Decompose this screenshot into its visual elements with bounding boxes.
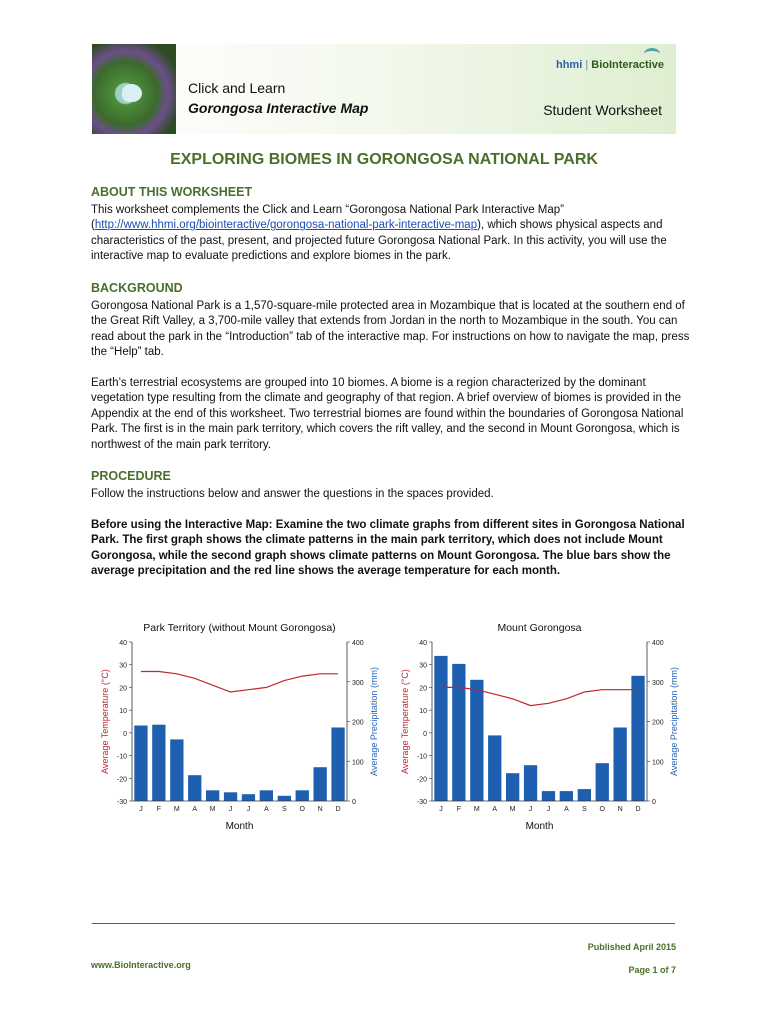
precip-bar — [596, 763, 609, 801]
chart-title: Park Territory (without Mount Gorongosa) — [143, 622, 336, 634]
precip-bar — [188, 775, 201, 801]
left-tick-label: -20 — [116, 776, 127, 784]
procedure-paragraph-2: Before using the Interactive Map: Examine the two climate graphs from different sites in Gorongosa National Park. The first graph shows the climate patterns in the main park territory, which does not include Mount Gorongosa, while the second graph shows climate patterns on Mount Gorongosa. The blue bars show the average precipitation and the red line shows the average temperature for each month. — [91, 519, 685, 578]
month-label: A — [264, 806, 269, 813]
month-label: J — [528, 806, 533, 813]
month-label: A — [192, 806, 198, 813]
month-label: M — [509, 806, 516, 813]
left-tick-label: 20 — [419, 685, 427, 693]
precip-bar — [578, 789, 591, 801]
left-tick-label: 40 — [119, 640, 127, 647]
about-heading: ABOUT THIS WORKSHEET — [91, 185, 253, 199]
month-label: D — [635, 806, 641, 813]
precip-bar — [314, 767, 327, 801]
x-axis-title: Month — [525, 821, 554, 832]
month-label: M — [173, 806, 180, 813]
chart-mount-gorongosa — [392, 614, 679, 834]
precip-bar — [488, 735, 501, 801]
precip-bar — [152, 725, 165, 801]
precip-bar — [170, 739, 183, 801]
left-tick-label: -20 — [416, 776, 427, 784]
month-label: A — [564, 806, 569, 813]
precip-bar — [506, 773, 519, 801]
procedure-paragraph-1: Follow the instructions below and answer the questions in the spaces provided. — [91, 488, 494, 500]
procedure-heading: PROCEDURE — [91, 469, 171, 483]
month-label: S — [581, 806, 587, 813]
left-tick-label: 40 — [419, 640, 427, 647]
left-tick-label: 30 — [419, 662, 427, 670]
temperature-line — [141, 672, 338, 693]
precip-bar — [631, 676, 644, 801]
precip-bar — [452, 664, 465, 801]
month-label: J — [139, 806, 143, 813]
left-tick-label: -10 — [416, 753, 427, 761]
precip-bar — [470, 680, 483, 801]
left-tick-label: -30 — [116, 799, 127, 806]
precip-bar — [296, 790, 309, 801]
precip-bar — [614, 728, 627, 802]
precip-bar — [560, 791, 573, 801]
month-label: M — [209, 806, 216, 813]
month-label: O — [599, 806, 605, 813]
month-label: J — [246, 806, 251, 813]
month-label: F — [456, 806, 462, 813]
month-label: J — [228, 806, 233, 813]
precip-bar — [260, 790, 273, 801]
page-title: EXPLORING BIOMES IN GORONGOSA NATIONAL PARK — [170, 151, 598, 168]
left-tick-label: -30 — [416, 799, 427, 806]
month-label: N — [617, 806, 623, 813]
chart-title: Mount Gorongosa — [497, 622, 582, 634]
right-axis-title: Average Precipitation (mm) — [369, 667, 379, 776]
header-line2: Gorongosa Interactive Map — [188, 100, 369, 116]
right-tick-label: 300 — [652, 679, 664, 687]
precip-bar — [542, 791, 555, 801]
header-student-worksheet: Student Worksheet — [543, 102, 662, 118]
right-tick-label: 200 — [652, 719, 664, 727]
precip-bar — [224, 792, 237, 801]
month-label: J — [546, 806, 551, 813]
month-label: D — [335, 806, 341, 813]
right-tick-label: 400 — [352, 640, 364, 647]
precip-bar — [206, 790, 219, 801]
left-tick-label: 20 — [119, 685, 127, 693]
background-paragraph-1: Gorongosa National Park is a 1,570-square-mile protected area in Mozambique that is located at the southern end of the Great Rift Valley, a 3,700-mile valley that extends from Jordan in the north to Mozambique in the south. You can read about the park in the “Introduction” tab of the interactive map. For instructions on how to navigate the map, press the “Help” tab. — [91, 300, 690, 359]
right-tick-label: 100 — [652, 759, 664, 767]
left-tick-label: 0 — [423, 730, 427, 738]
left-tick-label: 30 — [119, 662, 127, 670]
month-label: O — [299, 806, 305, 813]
left-axis-title: Average Temperature (°C) — [100, 669, 110, 774]
precip-bar — [434, 656, 447, 801]
about-paragraph: This worksheet complements the Click and Learn “Gorongosa National Park Interactive Map” (http://www.hhmi.org/biointeractive/gorongosa-national-park-interactive-map), which shows physical aspects and characteristics of the past, present, and projected future Gorongosa National Park. In this activity, you will use the interactive map to evaluate predictions and explore biomes in the park. — [91, 204, 667, 263]
background-heading: BACKGROUND — [91, 281, 183, 295]
footer-website[interactable]: www.BioInteractive.org — [91, 960, 191, 970]
precip-bar — [242, 794, 255, 801]
x-axis-title: Month — [225, 821, 254, 832]
chart-park-territory — [92, 614, 379, 834]
month-label: S — [281, 806, 287, 813]
left-tick-label: 10 — [119, 708, 127, 716]
month-label: N — [317, 806, 323, 813]
precip-bar — [524, 765, 537, 801]
right-tick-label: 0 — [652, 799, 656, 806]
precip-bar — [278, 796, 291, 801]
map-link[interactable]: http://www.hhmi.org/biointeractive/gorongosa-national-park-interactive-map — [94, 219, 478, 232]
left-tick-label: -10 — [116, 753, 127, 761]
footer-published: Published April 2015 — [587, 942, 676, 952]
right-tick-label: 400 — [652, 640, 664, 647]
right-tick-label: 200 — [352, 719, 364, 727]
header-banner — [92, 44, 676, 134]
precip-bar — [331, 728, 344, 802]
right-tick-label: 300 — [352, 679, 364, 687]
footer-page-number: Page 1 of 7 — [628, 965, 676, 975]
right-tick-label: 100 — [352, 759, 364, 767]
header-line1: Click and Learn — [188, 80, 286, 96]
right-axis-title: Average Precipitation (mm) — [669, 667, 679, 776]
left-tick-label: 0 — [123, 730, 127, 738]
footer-divider — [92, 923, 675, 924]
precip-bar — [134, 726, 147, 802]
biointeractive-logo: hhmi | BioInteractive — [555, 59, 664, 71]
month-label: M — [473, 806, 480, 813]
park-map-thumbnail — [92, 44, 176, 134]
month-label: A — [492, 806, 498, 813]
left-axis-title: Average Temperature (°C) — [400, 669, 410, 774]
right-tick-label: 0 — [352, 799, 356, 806]
month-label: F — [156, 806, 162, 813]
left-tick-label: 10 — [419, 708, 427, 716]
background-paragraph-2: Earth’s terrestrial ecosystems are grouped into 10 biomes. A biome is a region characterized by the dominant vegetation type resulting from the climate and geography of that region. A brief overview of biomes is provided in the Appendix at the end of this worksheet. Two terrestrial biomes are found within the boundaries of Gorongosa National Park. The first is in the main park territory, which covers the rift valley, and the second in Mount Gorongosa, which is northwest of the main park territory. — [91, 377, 684, 451]
month-label: J — [439, 806, 443, 813]
